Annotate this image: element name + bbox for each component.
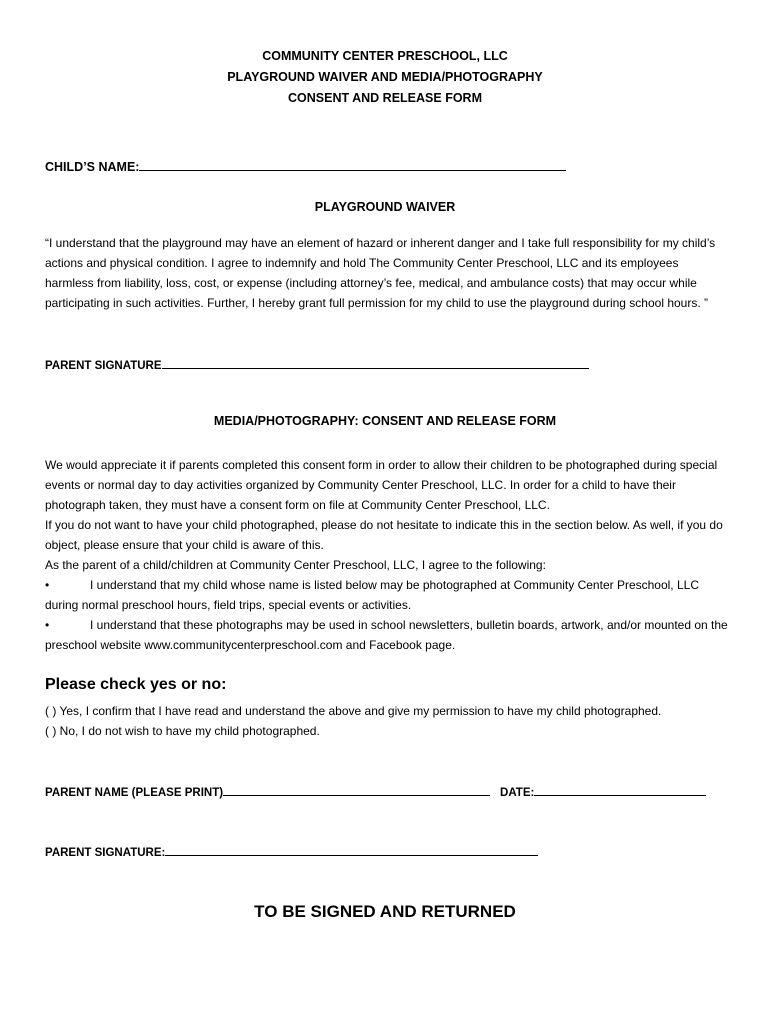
- playground-signature-label: PARENT SIGNATURE: [45, 360, 162, 372]
- media-section: [45, 455, 729, 655]
- playground-heading: PLAYGROUND WAIVER: [314, 200, 456, 214]
- playground-signature-row: [45, 354, 589, 372]
- parent-signature-field[interactable]: [165, 841, 538, 856]
- bullet-icon: •: [45, 618, 50, 632]
- check-heading: Please check yes or no:: [45, 676, 227, 693]
- check-yes-option[interactable]: ( ) Yes, I confirm that I have read and understand the above and give my permission to have my child photographed.: [45, 704, 662, 718]
- parent-name-field[interactable]: [223, 781, 490, 796]
- parent-signature-row: [45, 841, 538, 859]
- playground-text: “I understand that the playground may have an element of hazard or inherent danger and I take full responsibility for my child’s actions and physical condition. I agree to indemnify and hold The Community Center Preschool, LLC and its employees harmless from liability, loss, cost, or expense (including attorney’s fee, medical, and ambulance costs) that may occur while participating in such activities. Further, I hereby grant full permission for my child to use the playground during school hours. ”: [45, 236, 716, 310]
- header-line-1: COMMUNITY CENTER PRESCHOOL, LLC: [262, 49, 508, 63]
- parent-name-label: PARENT NAME (PLEASE PRINT): [45, 787, 224, 799]
- header-line-3: CONSENT AND RELEASE FORM: [288, 91, 482, 105]
- footer-instruction: TO BE SIGNED AND RETURNED: [254, 902, 516, 921]
- media-paragraph-1: We would appreciate it if parents completed this consent form in order to allow their children to be photographed during special events or normal day to day activities organized by Community Center Preschool, LLC. In order for a child to have their photograph taken, they must have a consent form on file at Community Center Preschool, LLC.: [45, 458, 718, 512]
- check-options: [45, 701, 661, 741]
- bullet-icon: •: [45, 578, 50, 592]
- media-bullet-1: [45, 575, 729, 615]
- media-paragraph-3: As the parent of a child/children at Community Center Preschool, LLC, I agree to the following:: [45, 558, 546, 572]
- header-line-2: PLAYGROUND WAIVER AND MEDIA/PHOTOGRAPHY: [227, 70, 543, 84]
- playground-signature-field[interactable]: [162, 354, 589, 369]
- media-bullet-1-text: I understand that my child whose name is listed below may be photographed at Community Center Preschool, LLC during normal preschool hours, field trips, special events or activities.: [45, 578, 699, 612]
- parent-name-row: [45, 781, 706, 799]
- media-paragraph-2: If you do not want to have your child photographed, please do not hesitate to indicate this in the section below. As well, if you do object, please ensure that your child is aware of this.: [45, 518, 723, 552]
- date-field[interactable]: [534, 781, 706, 796]
- parent-signature-label: PARENT SIGNATURE:: [45, 847, 166, 859]
- child-name-label: CHILD’S NAME:: [45, 160, 140, 174]
- check-no-option[interactable]: ( ) No, I do not wish to have my child photographed.: [45, 724, 320, 738]
- child-name-field[interactable]: [139, 156, 566, 171]
- form-header: [0, 46, 770, 109]
- media-bullet-2-text: I understand that these photographs may be used in school newsletters, bulletin boards, artwork, and/or mounted on the preschool website www.communitycenterpreschool.com and Facebook page.: [45, 618, 728, 652]
- media-bullet-2: [45, 615, 729, 655]
- media-heading: MEDIA/PHOTOGRAPHY: CONSENT AND RELEASE FORM: [213, 414, 557, 428]
- date-label: DATE:: [500, 787, 535, 799]
- child-name-row: [45, 156, 566, 174]
